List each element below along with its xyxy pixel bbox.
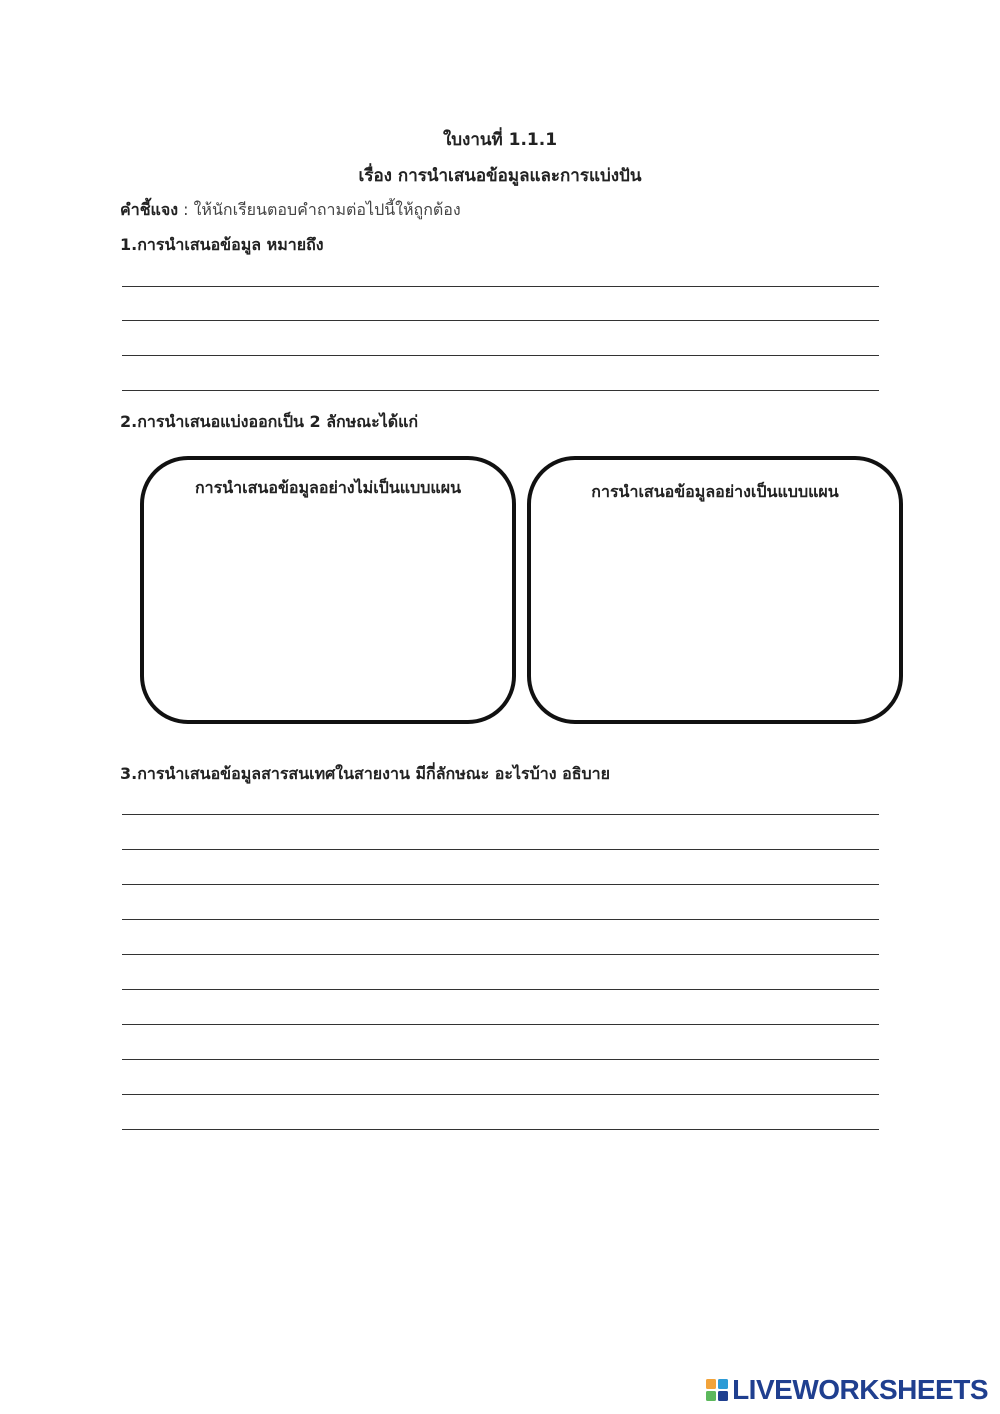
answer-box-formal-label: การนำเสนอข้อมูลอย่างเป็นแบบแผน bbox=[591, 482, 839, 501]
answer-line-q3-6[interactable] bbox=[122, 989, 879, 990]
answer-line-q3-8[interactable] bbox=[122, 1059, 879, 1060]
answer-line-q1-4[interactable] bbox=[122, 390, 879, 391]
subject-title: เรื่อง การนำเสนอข้อมูลและการแบ่งปัน bbox=[358, 166, 642, 186]
answer-line-q3-7[interactable] bbox=[122, 1024, 879, 1025]
brand-name: LIVEWORKSHEETS bbox=[732, 1374, 988, 1405]
instructions-label: คำชี้แจง bbox=[120, 200, 179, 219]
instructions-text: : ให้นักเรียนตอบคำถามต่อไปนี้ให้ถูกต้อง bbox=[178, 200, 461, 219]
answer-line-q1-1[interactable] bbox=[122, 286, 879, 287]
answer-line-q3-2[interactable] bbox=[122, 849, 879, 850]
instructions bbox=[120, 198, 461, 223]
answer-line-q3-1[interactable] bbox=[122, 814, 879, 815]
question-3: 3.การนำเสนอข้อมูลสารสนเทศในสายงาน มีกี่ลักษณะ อะไรบ้าง อธิบาย bbox=[120, 764, 611, 783]
answer-box-informal[interactable] bbox=[140, 456, 516, 724]
answer-line-q3-4[interactable] bbox=[122, 919, 879, 920]
answer-line-q3-3[interactable] bbox=[122, 884, 879, 885]
liveworksheets-logo-icon bbox=[706, 1379, 728, 1401]
answer-line-q3-5[interactable] bbox=[122, 954, 879, 955]
answer-line-q3-9[interactable] bbox=[122, 1094, 879, 1095]
answer-box-informal-label: การนำเสนอข้อมูลอย่างไม่เป็นแบบแผน bbox=[194, 478, 462, 497]
answer-box-formal[interactable] bbox=[527, 456, 903, 724]
question-1: 1.การนำเสนอข้อมูล หมายถึง bbox=[120, 235, 324, 254]
answer-line-q1-3[interactable] bbox=[122, 355, 879, 356]
answer-line-q1-2[interactable] bbox=[122, 320, 879, 321]
question-2: 2.การนำเสนอแบ่งออกเป็น 2 ลักษณะได้แก่ bbox=[120, 412, 419, 431]
answer-line-q3-10[interactable] bbox=[122, 1129, 879, 1130]
liveworksheets-brand bbox=[706, 1374, 988, 1406]
worksheet-title: ใบงานที่ 1.1.1 bbox=[442, 130, 558, 150]
